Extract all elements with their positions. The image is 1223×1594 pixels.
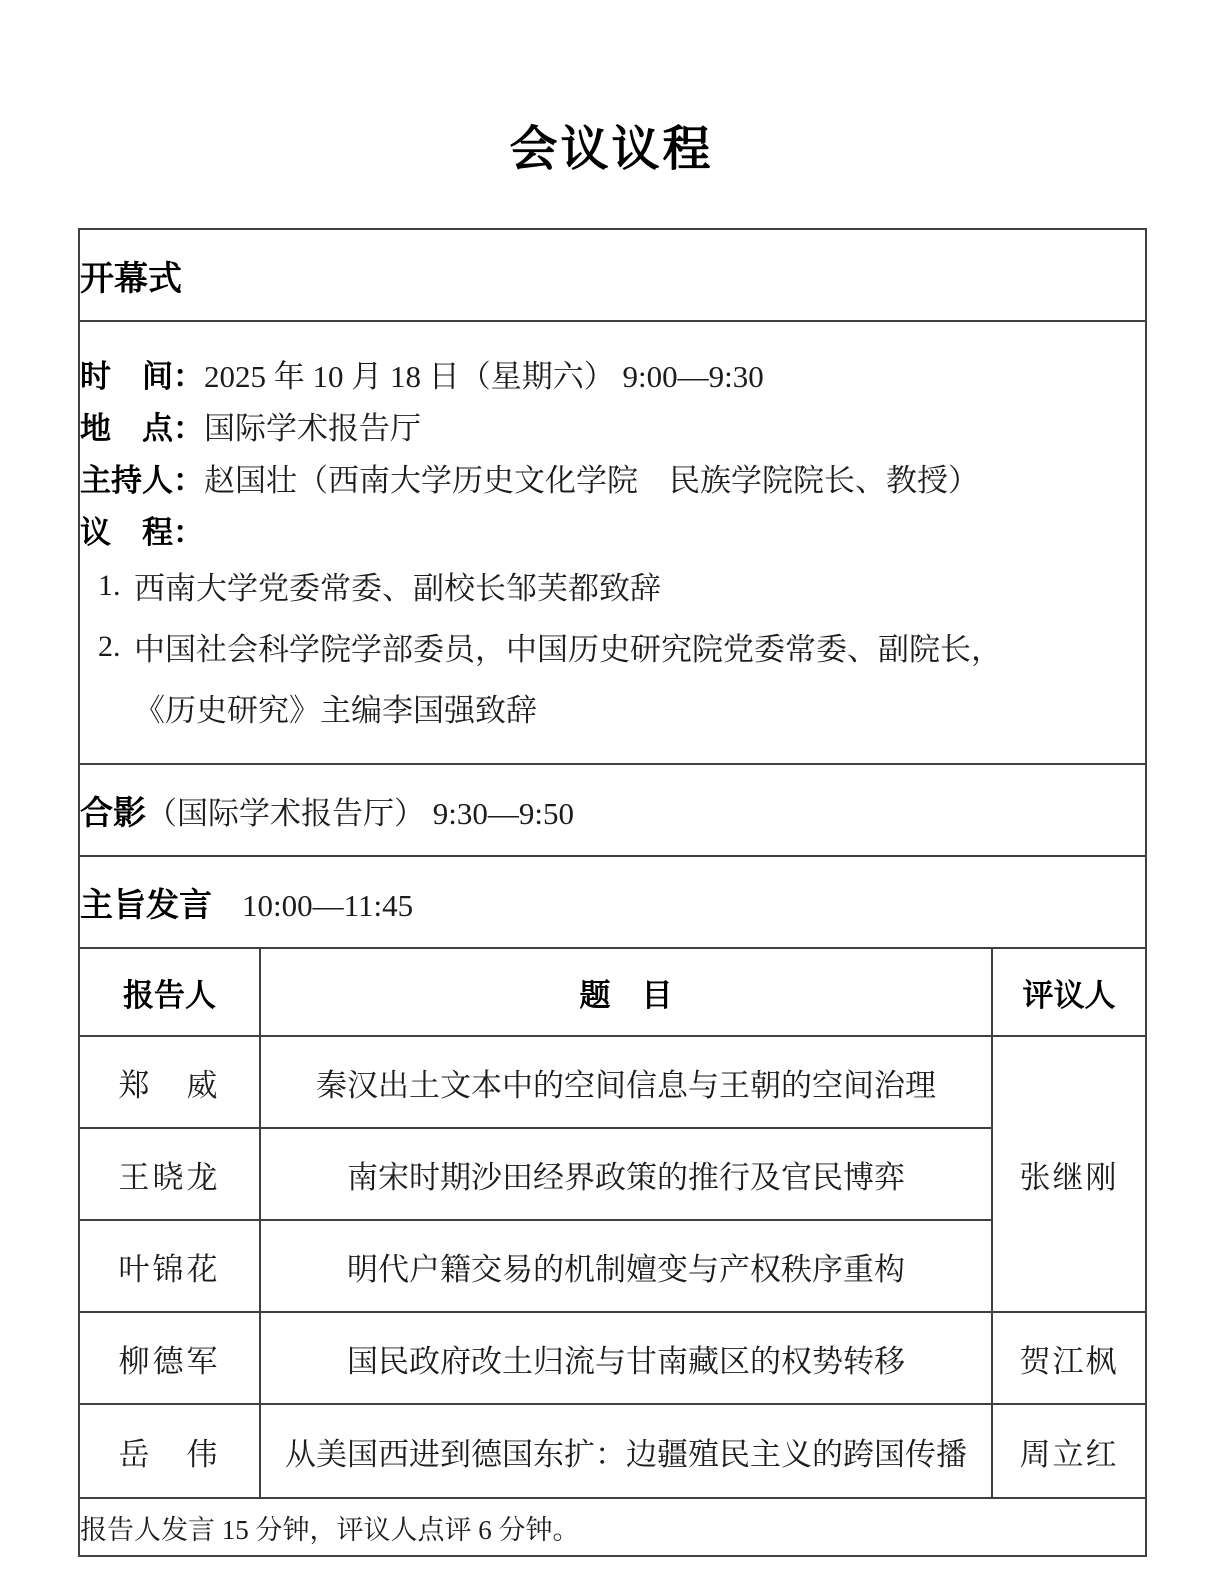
keynote-cell <box>79 856 1146 948</box>
table-row <box>79 1404 1146 1498</box>
opening-section-row <box>79 229 1146 321</box>
header-speaker-cell <box>79 948 260 1036</box>
header-speaker: 报告人 <box>123 977 216 1013</box>
opening-info-row <box>79 321 1146 764</box>
footnote-row <box>79 1498 1146 1556</box>
speakers-header-row <box>79 948 1146 1036</box>
table-row <box>79 1128 1146 1220</box>
opening-section-cell <box>79 229 1146 321</box>
agenda-item-2-continued <box>80 677 1145 738</box>
table-row <box>79 1036 1146 1128</box>
presentation-title: 明代户籍交易的机制嬗变与产权秩序重构 <box>260 1220 992 1312</box>
photo-session-row <box>79 764 1146 856</box>
presentation-title: 秦汉出土文本中的空间信息与王朝的空间治理 <box>260 1036 992 1128</box>
agenda-item-2-marker: 2. <box>98 629 121 663</box>
opening-info-cell <box>79 321 1146 764</box>
header-commentator: 评议人 <box>1022 977 1116 1013</box>
host-label: 主持人： <box>80 462 204 498</box>
host-line <box>80 451 1145 503</box>
commentator-name: 张继刚 <box>992 1036 1146 1312</box>
speaker-name: 王晓龙 <box>79 1128 260 1220</box>
commentator-name: 周立红 <box>992 1404 1146 1498</box>
time-value: 2025 年 10 月 18 日（星期六） 9:00—9:30 <box>204 358 764 394</box>
agenda-item-2-continued-text: 《历史研究》主编李国强致辞 <box>134 693 537 728</box>
agenda-item-1-marker: 1. <box>98 568 121 602</box>
agenda-item-2 <box>80 616 1145 677</box>
agenda-item-1-text: 西南大学党委常委、副校长邹芙都致辞 <box>134 571 661 606</box>
photo-session-cell <box>79 764 1146 856</box>
host-value: 赵国壮（西南大学历史文化学院 民族学院院长、教授） <box>204 462 979 498</box>
time-label: 时 间： <box>80 358 204 394</box>
agenda-item-2-text: 中国社会科学院学部委员，中国历史研究院党委常委、副院长， <box>134 632 1002 667</box>
speaker-name: 岳 伟 <box>79 1404 260 1498</box>
agenda-item-1 <box>80 555 1145 616</box>
location-value: 国际学术报告厅 <box>204 410 421 446</box>
footnote: 报告人发言 15 分钟，评议人点评 6 分钟。 <box>79 1498 1146 1556</box>
header-commentator-cell <box>992 948 1146 1036</box>
time-line <box>80 347 1145 399</box>
opening-section-title: 开幕式 <box>80 259 182 298</box>
keynote-label: 主旨发言 <box>80 885 212 923</box>
location-label: 地 点： <box>80 410 204 446</box>
speaker-name: 柳德军 <box>79 1312 260 1404</box>
header-title: 题 目 <box>579 977 673 1013</box>
photo-session-detail: （国际学术报告厅） 9:30—9:50 <box>146 795 574 831</box>
keynote-row <box>79 856 1146 948</box>
header-title-cell <box>260 948 992 1036</box>
presentation-title: 国民政府改土归流与甘南藏区的权势转移 <box>260 1312 992 1404</box>
table-row <box>79 1220 1146 1312</box>
speaker-name: 叶锦花 <box>79 1220 260 1312</box>
keynote-time: 10:00—11:45 <box>242 887 414 923</box>
commentator-name: 贺江枫 <box>992 1312 1146 1404</box>
agenda-table <box>78 228 1147 1557</box>
speaker-name: 郑 威 <box>79 1036 260 1128</box>
location-line <box>80 399 1145 451</box>
photo-session-label: 合影 <box>80 793 146 831</box>
agenda-label: 议 程： <box>80 514 204 550</box>
page-title: 会议议程 <box>509 123 714 176</box>
table-row <box>79 1312 1146 1404</box>
presentation-title: 南宋时期沙田经界政策的推行及官民博弈 <box>260 1128 992 1220</box>
agenda-label-line <box>80 503 1145 555</box>
presentation-title: 从美国西进到德国东扩：边疆殖民主义的跨国传播 <box>260 1404 992 1498</box>
